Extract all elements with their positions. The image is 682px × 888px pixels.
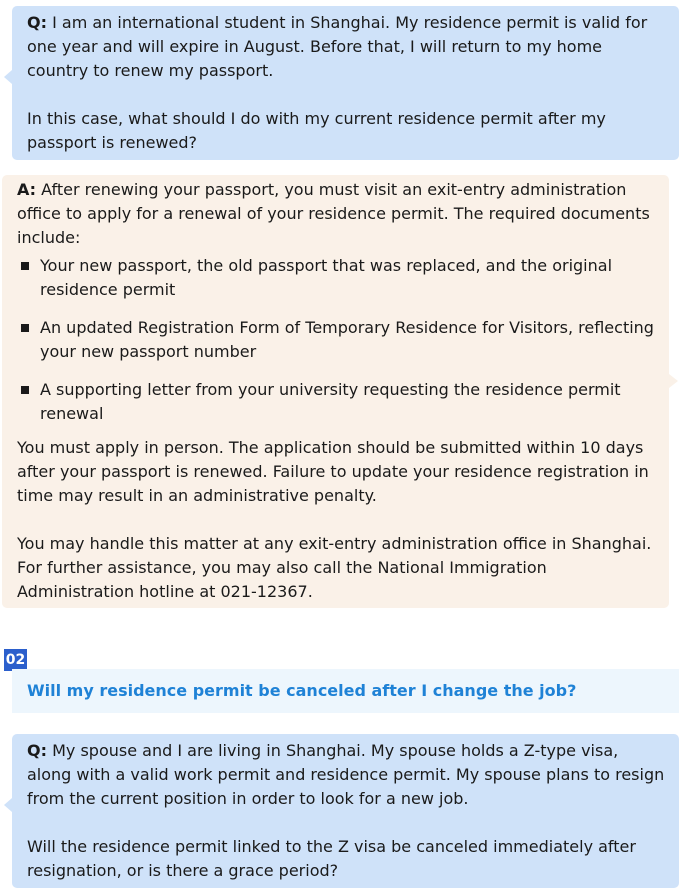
answer-intro: After renewing your passport, you must visit an exit-entry administration office to apply for a renewal of your residence permit. The required documents include:	[17, 180, 650, 247]
question-label: Q:	[27, 741, 47, 760]
list-item	[17, 316, 655, 364]
bullet-square-icon	[21, 386, 29, 394]
list-item-text: A supporting letter from your university requesting the residence permit renewal	[40, 380, 621, 423]
answer-label: A:	[17, 180, 37, 199]
bullet-square-icon	[21, 324, 29, 332]
faq-question-title[interactable]: Will my residence permit be canceled after I change the job?	[12, 669, 679, 713]
question-text: I am an international student in Shanghai. My residence permit is valid for one year and will expire in August. Before that, I will return to my home country to renew my passport.	[27, 13, 648, 80]
answer-bubble-1	[2, 175, 669, 608]
faq-number-badge: 02	[4, 649, 27, 671]
list-item-text: Your new passport, the old passport that was replaced, and the original residence permit	[40, 256, 613, 299]
question-label: Q:	[27, 13, 47, 32]
answer-paragraph-1: You must apply in person. The application should be submitted within 10 days after your passport is renewed. Failure to update your residence registration in time may result in an administrative penalty.	[17, 438, 649, 505]
question-bubble-2	[12, 734, 679, 888]
answer-intro-paragraph	[17, 178, 655, 250]
question-text-2: In this case, what should I do with my current residence permit after my passport is renewed?	[27, 109, 606, 152]
list-item-text: An updated Registration Form of Temporary Residence for Visitors, reflecting your new passport number	[40, 318, 654, 361]
question-bubble-1	[12, 6, 679, 160]
required-documents-list	[17, 254, 655, 426]
answer-paragraph-2: You may handle this matter at any exit-entry administration office in Shanghai. For further assistance, you may also call the National Immigration Administration hotline at 021-12367.	[17, 534, 652, 601]
question-text: My spouse and I are living in Shanghai. My spouse holds a Z-type visa, along with a valid work permit and residence permit. My spouse plans to resign from the current position in order to look for a new job.	[27, 741, 665, 808]
question-text-2: Will the residence permit linked to the Z visa be canceled immediately after resignation, or is there a grace period?	[27, 837, 636, 880]
question-paragraph	[27, 11, 665, 83]
list-item	[17, 254, 655, 302]
question-paragraph	[27, 739, 665, 811]
bullet-square-icon	[21, 262, 29, 270]
list-item	[17, 378, 655, 426]
